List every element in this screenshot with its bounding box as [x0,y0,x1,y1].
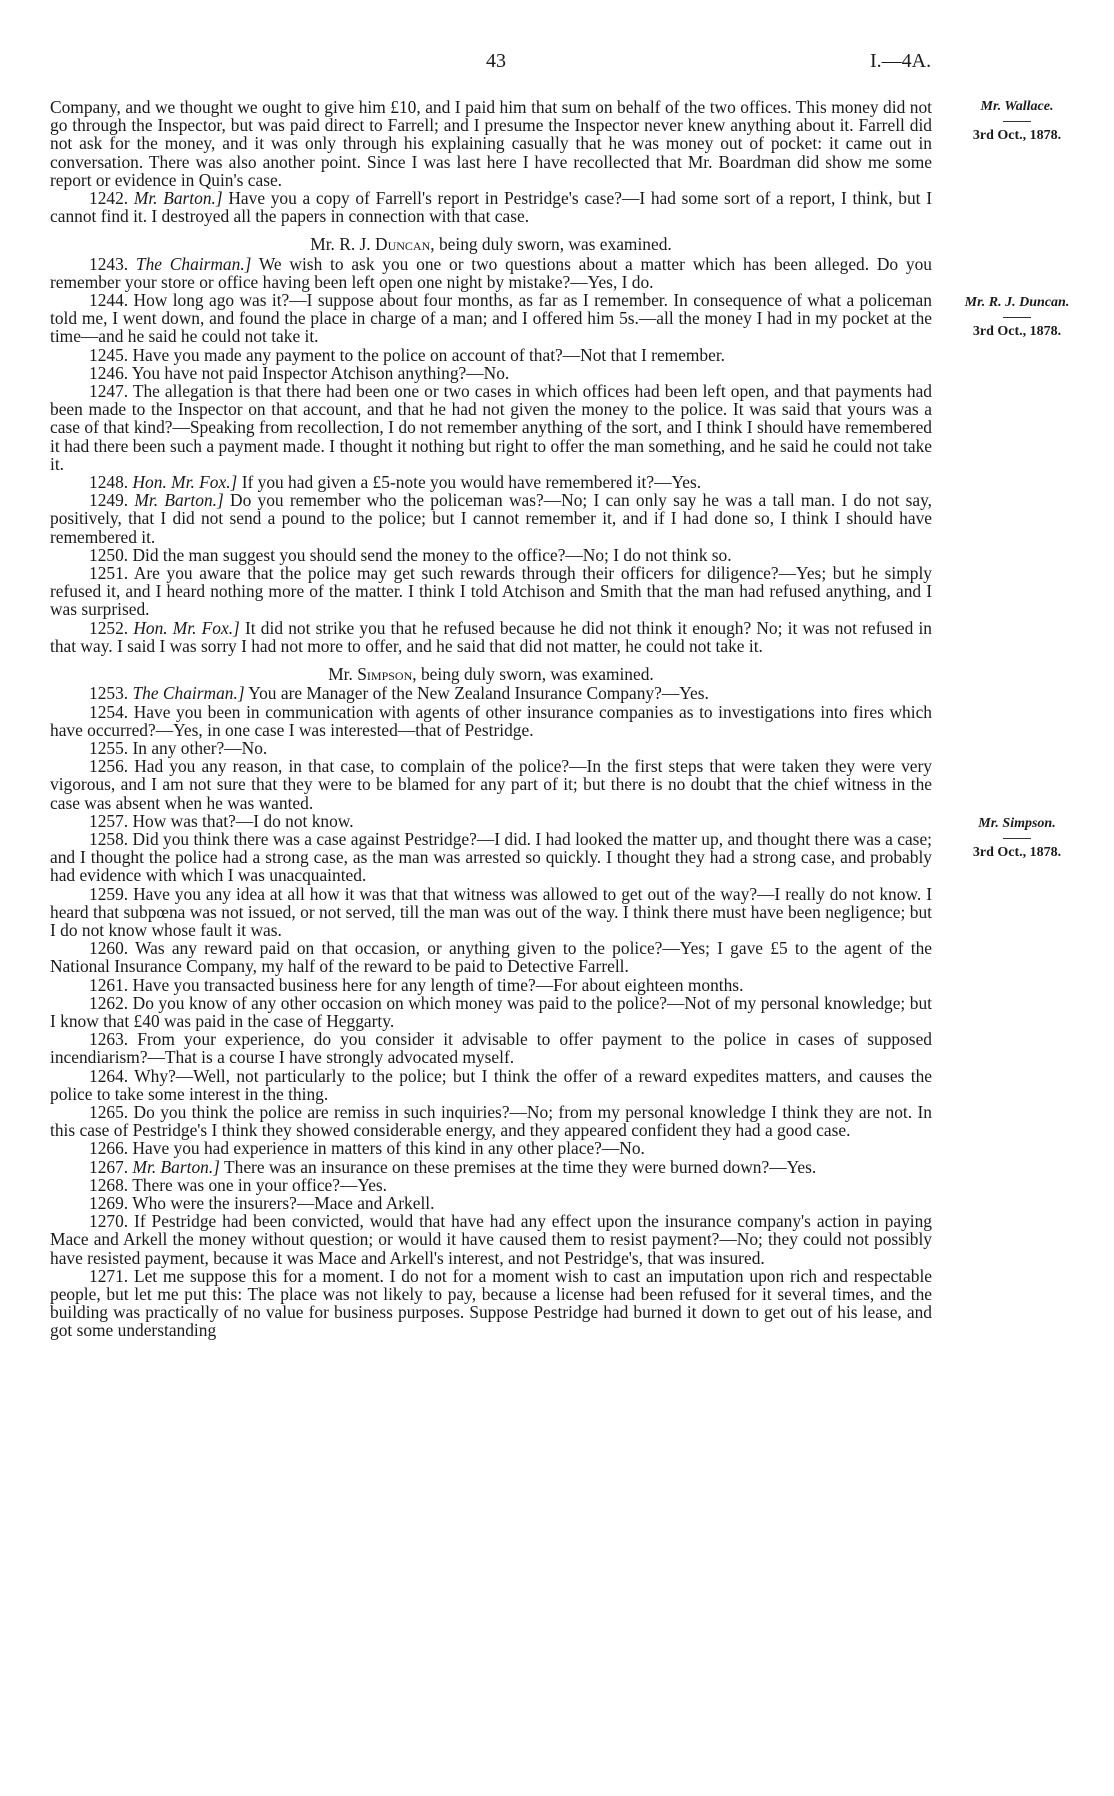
question-number: 1250. [89,544,129,565]
testimony-paragraph [50,976,932,994]
page-number: 43 [486,50,506,72]
question-number: 1246. [89,362,129,383]
paragraph-text: Who were the insurers?—Mace and Arkell. [132,1192,435,1213]
question-number: 1254. [89,701,129,722]
paragraph-text: Do you remember who the policeman was?—No; I can only say he was a tall man. I do not say, positively, that I did not send a pound to the police; but I cannot remember it, and if I had done so, I think I should have remembered it. [50,490,933,547]
main-text-column [50,98,932,1340]
testimony-paragraph [50,491,932,546]
question-number: 1267. [89,1156,129,1177]
testimony-paragraph [50,98,932,189]
paragraph-text: If you had given a £5-note you would have remembered it?—Yes. [241,472,702,493]
speaker-name: Hon. Mr. Fox.] [133,617,240,638]
question-number: 1260. [89,938,129,959]
testimony-paragraph [50,703,932,739]
paragraph-text: Company, and we thought we ought to give him £10, and I paid him that sum on behalf of the two offices. This money did not go through the Inspector, but was paid direct to Farrell; and I presume the Inspector never knew anything about it. Farrell did not ask for the money, and it was only through his explaining casually that he was money out of pocket: it came out in conversation. There was also another point. Since I was last here I have recollected that Mr. Boardman did show me some report or evidence in Quin's case. [50,97,932,190]
question-number: 1257. [89,810,129,831]
question-number: 1259. [89,883,129,904]
question-number: 1243. [89,253,129,274]
question-number: 1264. [89,1065,129,1086]
question-number: 1247. [89,381,129,402]
witness-heading-simpson [50,665,932,683]
margin-note-duncan [946,294,1088,340]
margin-divider [1003,121,1031,122]
paragraph-text: From your experience, do you consider it advisable to offer payment to the police in cases of supposed incendiarism?—That is a course I have strongly advocated myself. [50,1029,932,1068]
testimony-paragraph [50,812,932,830]
heading-suffix: being duly sworn, was examined. [420,664,654,685]
paragraph-text: Have you made any payment to the police on account of that?—Not that I remember. [132,344,726,365]
testimony-paragraph [50,1067,932,1103]
paragraph-text: Let me suppose this for a moment. I do not for a moment wish to cast an imputation upon rich and respectable people, but let me put this: The place was not likely to pay, because a license had been refused for it several times, and the building was practically of no value for business purposes. Suppose Pestridge had burned it down to get out of his lease, and got some understanding [50,1265,932,1341]
question-number: 1245. [89,344,129,365]
question-number: 1265. [89,1101,129,1122]
paragraph-text: There was one in your office?—Yes. [132,1174,388,1195]
heading-title: Mr. R. J. [310,234,371,255]
witness-heading-duncan [50,235,932,253]
question-number: 1249. [89,490,129,511]
question-number: 1255. [89,737,129,758]
question-number: 1271. [89,1265,129,1286]
question-number: 1258. [89,828,129,849]
testimony-paragraph [50,739,932,757]
paragraph-text: If Pestridge had been convicted, would that have had any effect upon the insurance company's action in paying Mace and Arkell the money without question; or would it have caused them to resist payment?—No; they could not possibly have resisted payment, because it was Mace and Arkell's interest, and not Pestridge's, that was insured. [50,1211,932,1268]
paragraph-text: Do you know of any other occasion on which money was paid to the police?—Not of my personal knowledge; but I know that £40 was paid in the case of Heggarty. [50,992,932,1031]
paragraph-text: Do you think the police are remiss in such inquiries?—No; from my personal knowledge I think they are not. In this case of Pestridge's I think they showed considerable energy, and they appeared confident they had a good case. [50,1101,932,1141]
paragraph-text: How long ago was it?—I suppose about four months, as far as I remember. In consequence of what a policeman told me, I went down, and found the place in charge of a man; and I offered him 5s.—all the money I had in my pocket at the time—and he said he could not take it. [50,290,932,347]
testimony-paragraph [50,473,932,491]
margin-witness-name: Mr. Wallace. [980,99,1054,114]
paragraph-text: There was an insurance on these premises at the time they were burned down?—Yes. [224,1156,817,1177]
testimony-paragraph [50,1158,932,1176]
question-number: 1253. [89,683,129,704]
testimony-paragraph [50,189,932,225]
margin-date: 3rd Oct., 1878. [972,128,1062,143]
speaker-name: Mr. Barton.] [132,1156,220,1177]
paragraph-text: We wish to ask you one or two questions about a matter which has been alleged. Do you remember your store or office having been left open one night by mistake?—Yes, I do. [50,253,932,292]
testimony-paragraph [50,619,932,655]
witness-name: Duncan, [375,234,435,255]
question-number: 1268. [89,1174,129,1195]
testimony-paragraph [50,1212,932,1267]
paragraph-text: In any other?—No. [132,737,268,758]
testimony-paragraph [50,346,932,364]
paragraph-text: You have not paid Inspector Atchison anything?—No. [131,362,510,383]
testimony-paragraph [50,939,932,975]
testimony-duncan [50,255,932,655]
margin-note-wallace [946,98,1088,144]
testimony-paragraph [50,885,932,940]
testimony-paragraph [50,757,932,812]
paragraph-text: Have you a copy of Farrell's report in Pestridge's case?—I had some sort of a report, I think, but I cannot find it. I destroyed all the papers in connection with that case. [50,188,932,227]
question-number: 1270. [89,1211,129,1232]
speaker-name: Mr. Barton.] [134,490,224,511]
margin-divider [1003,838,1031,839]
question-number: 1248. [89,472,129,493]
testimony-paragraph [50,1267,932,1340]
testimony-paragraph [50,830,932,885]
question-number: 1269. [89,1192,129,1213]
paragraph-text: The allegation is that there had been one or two cases in which offices had been left open, and that payments had been made to the Inspector on that account, and that he had not given the money to the police. It was said that yours was a case of that kind?—Speaking from recollection, I do not remember anything of the sort, and I think I should have remembered it had there been such a payment made. I thought it nothing but right to offer the man something, and he said he could not take it. [50,381,932,474]
testimony-paragraph [50,564,932,619]
question-number: 1256. [89,756,129,777]
testimony-paragraph [50,364,932,382]
question-number: 1244. [89,290,129,311]
testimony-paragraph [50,684,932,702]
paragraph-text: Have you had experience in matters of this kind in any other place?—No. [132,1138,645,1159]
paragraph-text: Was any reward paid on that occasion, or anything given to the police?—Yes; I gave £5 to the agent of the National Insurance Company, my half of the reward to be paid to Detective Farrell. [50,938,932,977]
paragraph-text: Have you any idea at all how it was that that witness was allowed to get out of the way?—I really do not know. I heard that subpœna was not issued, or not served, till the man was out of the way. I think there must have been negligence; but I do not know whose fault it was. [50,883,932,940]
paragraph-text: Have you been in communication with agents of other insurance companies as to investigations into fires which have occurred?—Yes, in one case I was interested—that of Pestridge. [50,701,932,740]
question-number: 1261. [89,974,129,995]
testimony-simpson [50,684,932,1339]
margin-witness-name: Mr. Simpson. [978,816,1056,831]
question-number: 1242. [89,188,129,209]
question-number: 1251. [89,563,129,584]
paragraph-text: It did not strike you that he refused because he did not think it enough? No; it was not refused in that way. I said I was sorry I had not more to offer, and he said that did not matter, he could not take it. [50,617,932,656]
question-number: 1252. [89,617,129,638]
question-number: 1266. [89,1138,129,1159]
speaker-name: The Chairman.] [135,253,252,274]
speaker-name: Mr. Barton.] [133,188,223,209]
testimony-paragraph [50,1030,932,1066]
testimony-paragraph [50,1176,932,1194]
document-reference: I.—4A. [870,50,932,72]
testimony-wallace [50,98,932,225]
testimony-paragraph [50,546,932,564]
paragraph-text: Did you think there was a case against Pestridge?—I did. I had looked the matter up, and thought there was a case; and I thought the police had a strong case, as the man was arrested so quickly. I thought they had a strong case, and probably had evidence with which I was unacquainted. [50,828,932,886]
paragraph-text: Are you aware that the police may get such rewards through their officers for diligence?—Yes; but he simply refused it, and I heard nothing more of the matter. I think I told Atchison and Smith that the man had refused anything, and I was surprised. [50,563,933,620]
speaker-name: Hon. Mr. Fox.] [132,472,238,493]
paragraph-text: Did the man suggest you should send the money to the office?—No; I do not think so. [132,544,732,565]
paragraph-text: Had you any reason, in that case, to complain of the police?—In the first steps that were taken they were very vigorous, and I am not sure that they were to be blamed for any part of it; but there is no doubt that the chief witness in the case was absent when he was wanted. [50,756,932,813]
heading-title: Mr. [328,664,353,685]
margin-witness-name: Mr. R. J. Duncan. [964,295,1070,310]
testimony-paragraph [50,382,932,473]
testimony-paragraph [50,1139,932,1157]
margin-date: 3rd Oct., 1878. [972,324,1062,339]
testimony-paragraph [50,1103,932,1139]
testimony-paragraph [50,291,932,346]
testimony-paragraph [50,994,932,1030]
paragraph-text: Have you transacted business here for any length of time?—For about eighteen months. [132,974,744,995]
testimony-paragraph [50,255,932,291]
heading-suffix: being duly sworn, was examined. [438,234,672,255]
margin-date: 3rd Oct., 1878. [972,845,1062,860]
margin-divider [1003,317,1031,318]
witness-name: Simpson, [357,664,417,685]
question-number: 1262. [89,992,129,1013]
speaker-name: The Chairman.] [132,683,245,704]
question-number: 1263. [89,1029,129,1050]
paragraph-text: You are Manager of the New Zealand Insurance Company?—Yes. [248,683,709,704]
paragraph-text: Why?—Well, not particularly to the police; but I think the offer of a reward expedites matters, and causes the police to take some interest in the thing. [50,1065,932,1104]
margin-note-simpson [946,815,1088,861]
page-header [0,50,1114,74]
paragraph-text: How was that?—I do not know. [132,810,354,831]
testimony-paragraph [50,1194,932,1212]
